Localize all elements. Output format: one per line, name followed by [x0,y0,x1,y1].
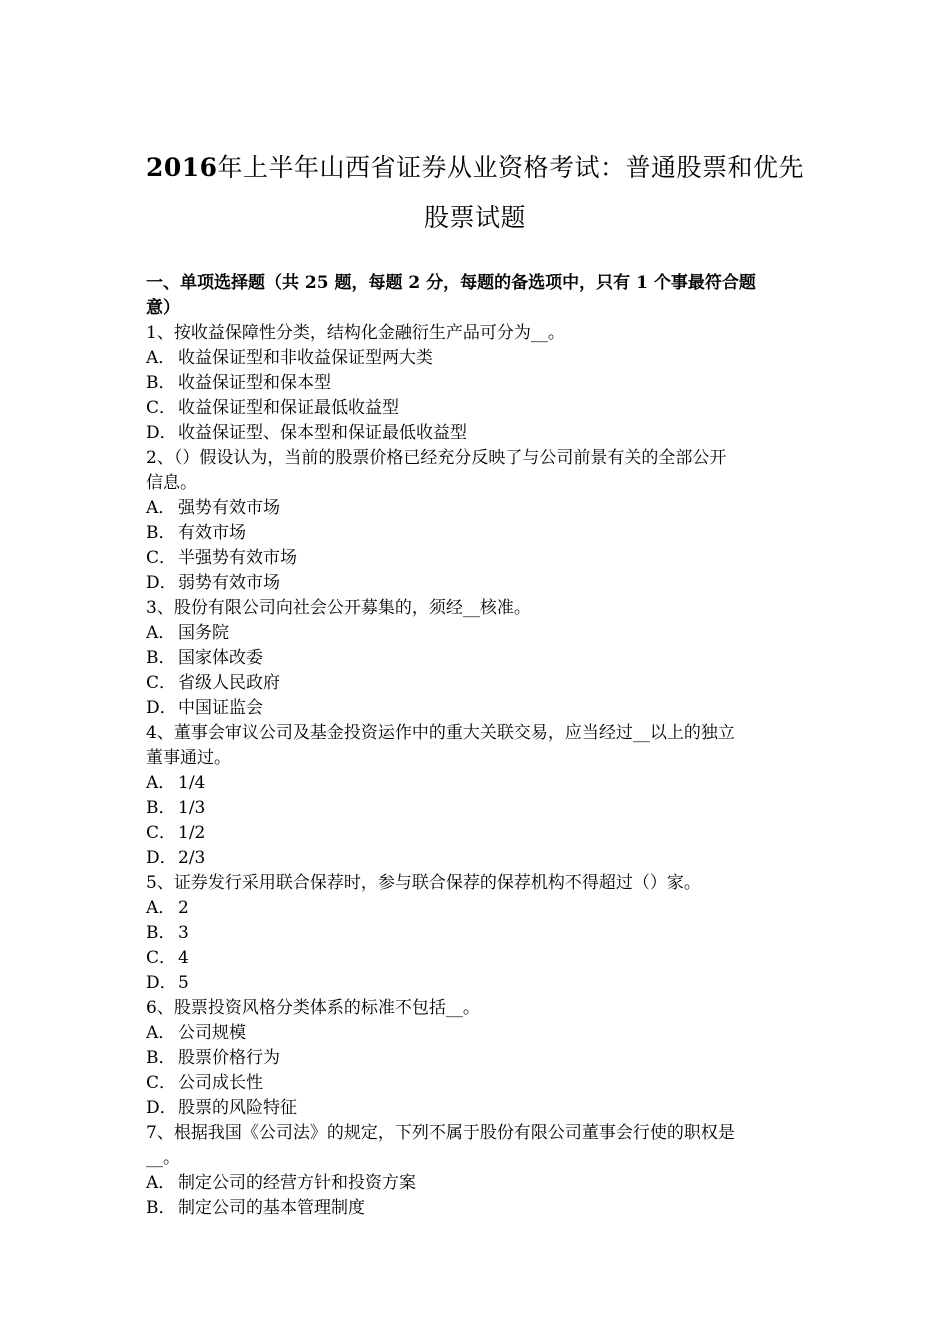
option-letter: A． [146,898,176,918]
option-text: 有效市场 [178,523,246,543]
option-text: 弱势有效市场 [178,573,280,593]
question-stem-line: 4、董事会审议公司及基金投资运作中的重大关联交易，应当经过__以上的独立 [146,723,735,743]
option-letter: D． [146,698,177,718]
option-letter: D． [146,848,177,868]
question-6 [146,996,816,1121]
answer-option [146,1171,816,1196]
answer-option [146,646,816,671]
answer-option [146,396,816,421]
question-7 [146,1121,816,1221]
option-text: 收益保证型、保本型和保证最低收益型 [178,423,467,443]
answer-option [146,846,816,871]
answer-option [146,621,816,646]
answer-option [146,771,816,796]
option-text: 公司规模 [178,1023,246,1043]
section-header-line-2: 意） [146,298,180,318]
option-text: 3 [178,923,189,943]
question-4 [146,721,816,871]
option-text: 强势有效市场 [178,498,280,518]
question-3 [146,596,816,721]
question-stem-line: 7、根据我国《公司法》的规定，下列不属于股份有限公司董事会行使的职权是 [146,1123,735,1143]
option-text: 2/3 [178,848,206,868]
option-letter: C． [146,398,177,418]
question-stem-line: 2、（）假设认为，当前的股票价格已经充分反映了与公司前景有关的全部公开 [146,448,727,468]
option-letter: A． [146,1023,176,1043]
answer-option [146,1196,816,1221]
question-stem-line: 1、按收益保障性分类，结构化金融衍生产品可分为__。 [146,323,565,343]
section-header [146,271,816,321]
question-stem-line: 信息。 [146,473,197,493]
question-stem-line: 3、股份有限公司向社会公开募集的，须经__核准。 [146,598,531,618]
option-letter: C． [146,948,177,968]
answer-option [146,1071,816,1096]
option-text: 收益保证型和非收益保证型两大类 [178,348,433,368]
answer-option [146,821,816,846]
option-text: 公司成长性 [178,1073,263,1093]
document-body [146,271,816,1221]
answer-option [146,521,816,546]
option-letter: B． [146,523,176,543]
answer-option [146,921,816,946]
answer-option [146,946,816,971]
answer-option [146,671,816,696]
option-letter: D． [146,423,177,443]
option-text: 半强势有效市场 [178,548,297,568]
option-letter: C． [146,673,177,693]
answer-option [146,496,816,521]
option-letter: B． [146,373,176,393]
answer-option [146,371,816,396]
option-letter: A． [146,623,176,643]
title-line-1 [130,143,820,193]
option-text: 省级人民政府 [178,673,280,693]
option-letter: C． [146,1073,177,1093]
option-text: 国家体改委 [178,648,263,668]
answer-option [146,971,816,996]
question-stem-line: 6、股票投资风格分类体系的标准不包括__。 [146,998,480,1018]
option-text: 收益保证型和保证最低收益型 [178,398,399,418]
option-text: 2 [178,898,189,918]
answer-option [146,571,816,596]
section-header-line-1: 一、单项选择题（共 25 题，每题 2 分，每题的备选项中，只有 1 个事最符合题 [146,273,756,293]
option-letter: B． [146,798,176,818]
option-letter: D． [146,1098,177,1118]
question-list [146,321,816,1221]
option-text: 1/2 [178,823,206,843]
question-stem-line: 5、证券发行采用联合保荐时，参与联合保荐的保荐机构不得超过（）家。 [146,873,701,893]
option-letter: A． [146,773,176,793]
answer-option [146,1096,816,1121]
question-5 [146,871,816,996]
document-title [130,143,820,243]
question-stem-line: 董事通过。 [146,748,231,768]
option-text: 5 [178,973,189,993]
option-text: 1/4 [178,773,206,793]
answer-option [146,796,816,821]
title-year: 2016 [145,153,218,182]
option-letter: B． [146,923,176,943]
answer-option [146,696,816,721]
answer-option [146,346,816,371]
title-line-1-text: 年上半年山西省证券从业资格考试：普通股票和优先 [217,153,805,182]
answer-option [146,1046,816,1071]
question-2 [146,446,816,596]
option-letter: A． [146,498,176,518]
title-line-2: 股票试题 [423,203,526,232]
option-text: 4 [178,948,189,968]
option-letter: A． [146,348,176,368]
option-text: 股票的风险特征 [178,1098,297,1118]
option-letter: B． [146,1048,176,1068]
option-letter: C． [146,548,177,568]
answer-option [146,1021,816,1046]
option-letter: B． [146,1198,176,1218]
option-text: 股票价格行为 [178,1048,280,1068]
option-letter: A． [146,1173,176,1193]
option-letter: B． [146,648,176,668]
question-1 [146,321,816,446]
option-text: 收益保证型和保本型 [178,373,331,393]
option-letter: D． [146,973,177,993]
option-letter: C． [146,823,177,843]
answer-option [146,421,816,446]
option-text: 1/3 [178,798,206,818]
option-text: 国务院 [178,623,229,643]
option-letter: D． [146,573,177,593]
option-text: 制定公司的基本管理制度 [178,1198,365,1218]
option-text: 制定公司的经营方针和投资方案 [178,1173,416,1193]
question-stem-line: __。 [146,1148,180,1168]
answer-option [146,896,816,921]
option-text: 中国证监会 [178,698,263,718]
answer-option [146,546,816,571]
